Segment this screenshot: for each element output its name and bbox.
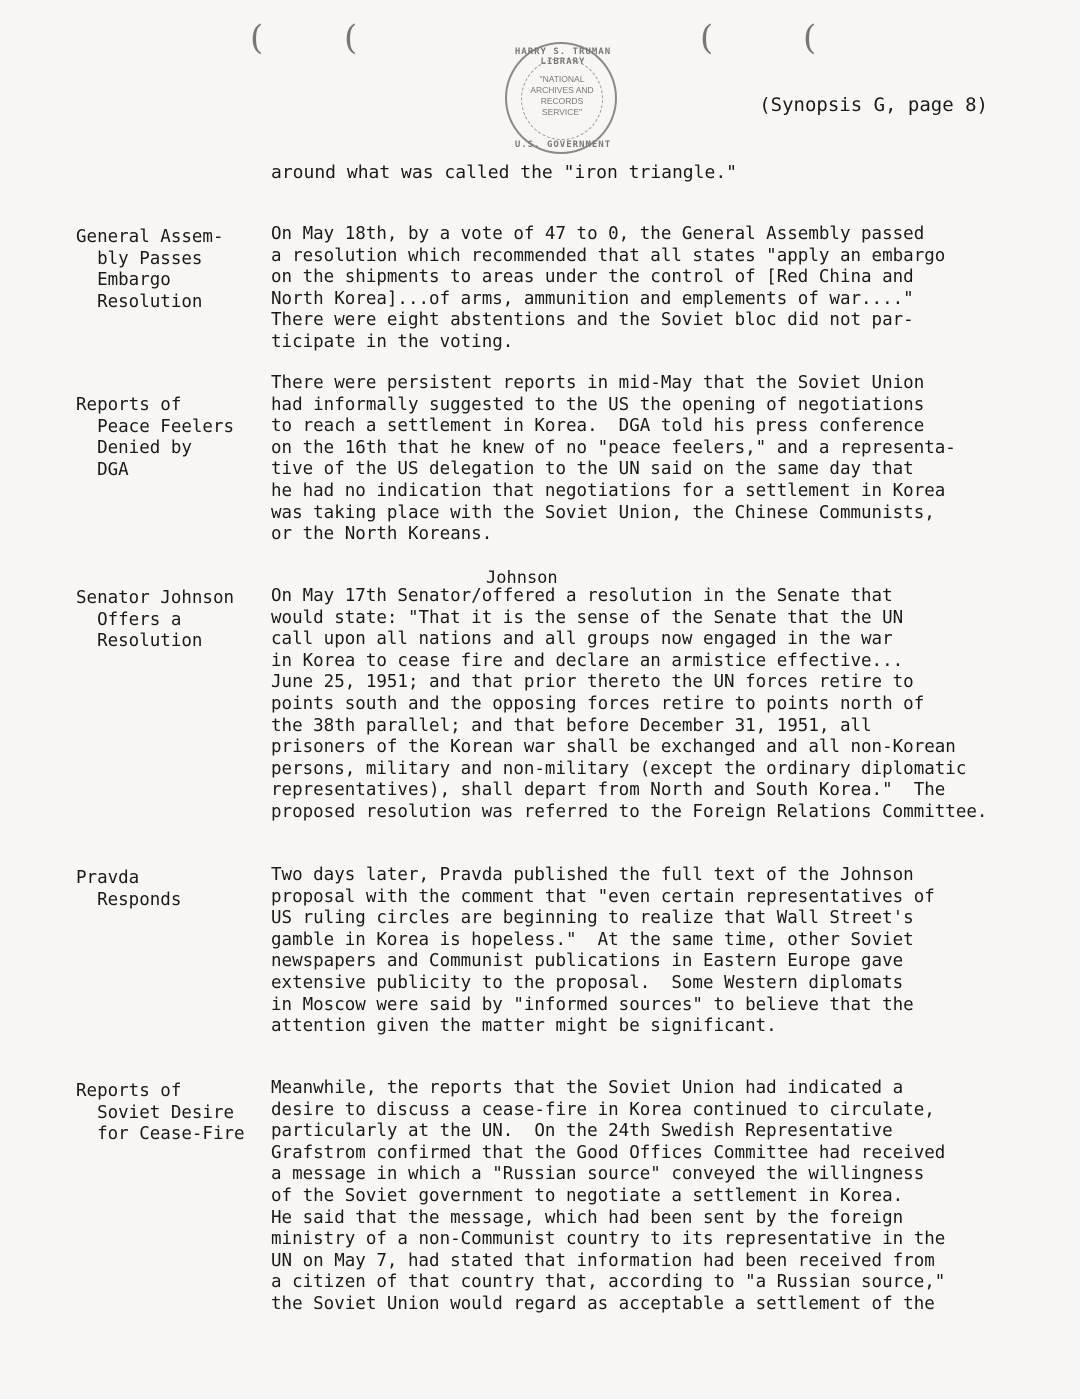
archive-stamp <box>505 42 617 154</box>
margin-heading-johnson: Senator Johnson Offers a Resolution <box>76 588 235 651</box>
punch-hole-mark: ( <box>803 18 817 58</box>
paragraph-cease-fire: Meanwhile, the reports that the Soviet Union had indicated a desire to discuss a cease-fire in Korea continued to circulate, particularly at the UN. On the 24th Swedish Representative Grafstrom confirmed that the Good Offices Committee had received a message in which a "Russian source" conveyed the willingness of the Soviet government to negotiate a settlement in Korea. He said that the message, which had been sent by the foreign ministry of a non-Communist country to its representative in the UN on May 7, had stated that information had been received from a citizen of that country that, according to "a Russian source," the Soviet Union would regard as acceptable a settlement of the <box>271 1078 946 1314</box>
stamp-center-text: "NATIONAL ARCHIVES AND RECORDS SERVICE" <box>530 74 594 117</box>
margin-heading-cease-fire: Reports of Soviet Desire for Cease-Fire <box>76 1081 245 1144</box>
punch-hole-mark: ( <box>344 18 358 58</box>
punch-hole-mark: ( <box>700 18 714 58</box>
margin-heading-embargo: General Assem- bly Passes Embargo Resolution <box>76 227 224 312</box>
paragraph-embargo: On May 18th, by a vote of 47 to 0, the General Assembly passed a resolution which recommended that all states "apply an embargo on the shipments to areas under the control of [Red China and North Korea]...of arms, ammunition and emplements of war...." There were eight abstentions and the Soviet bloc did not par- ticipate in the voting. <box>271 224 946 352</box>
stamp-rim-bottom: U.S. GOVERNMENT <box>514 140 612 150</box>
stamp-rim-top: HARRY S. TRUMAN LIBRARY <box>514 47 612 67</box>
paragraph-pravda: Two days later, Pravda published the full text of the Johnson proposal with the comment that "even certain representatives of US ruling circles are beginning to realize that Wall Street's gamble in Korea is hopeless." At the same time, other Soviet newspapers and Communist publications in Eastern Europe gave extensive publicity to the proposal. Some Western diplomats in Moscow were said by "informed sources" to believe that the attention given the matter might be significant. <box>271 865 935 1037</box>
lead-line: around what was called the "iron triangle." <box>271 162 737 183</box>
page-header: (Synopsis G, page 8) <box>759 94 988 116</box>
margin-heading-pravda: Pravda Responds <box>76 868 182 910</box>
paragraph-peace-feelers: There were persistent reports in mid-May that the Soviet Union had informally suggested to the US the opening of negotiations to reach a settlement in Korea. DGA told his press conference on the 16th that he knew of no "peace feelers," and a representa- tive of the US delegation to the UN said on the same day that he had no indication that negotiations for a settlement in Korea was taking place with the Soviet Union, the Chinese Communists, or the North Koreans. <box>271 373 956 545</box>
margin-heading-peace-feelers: Reports of Peace Feelers Denied by DGA <box>76 395 235 480</box>
paragraph-johnson: On May 17th Senator/offered a resolution in the Senate that would state: "That it is the sense of the Senate that the UN call upon all nations and all groups now engaged in the war in Korea to cease fire and declare an armistice effective... June 25, 1951; and that prior thereto the UN forces retire to points south and the opposing forces retire to points north of the 38th parallel; and that before December 31, 1951, all prisoners of the Korean war shall be exchanged and all non-Korean persons, military and non-military (except the ordinary diplomatic representatives), shall depart from North and South Korea." The proposed resolution was referred to the Foreign Relations Committee. <box>271 586 988 822</box>
punch-hole-mark: ( <box>250 18 264 58</box>
handwritten-insert: Johnson <box>486 568 558 588</box>
